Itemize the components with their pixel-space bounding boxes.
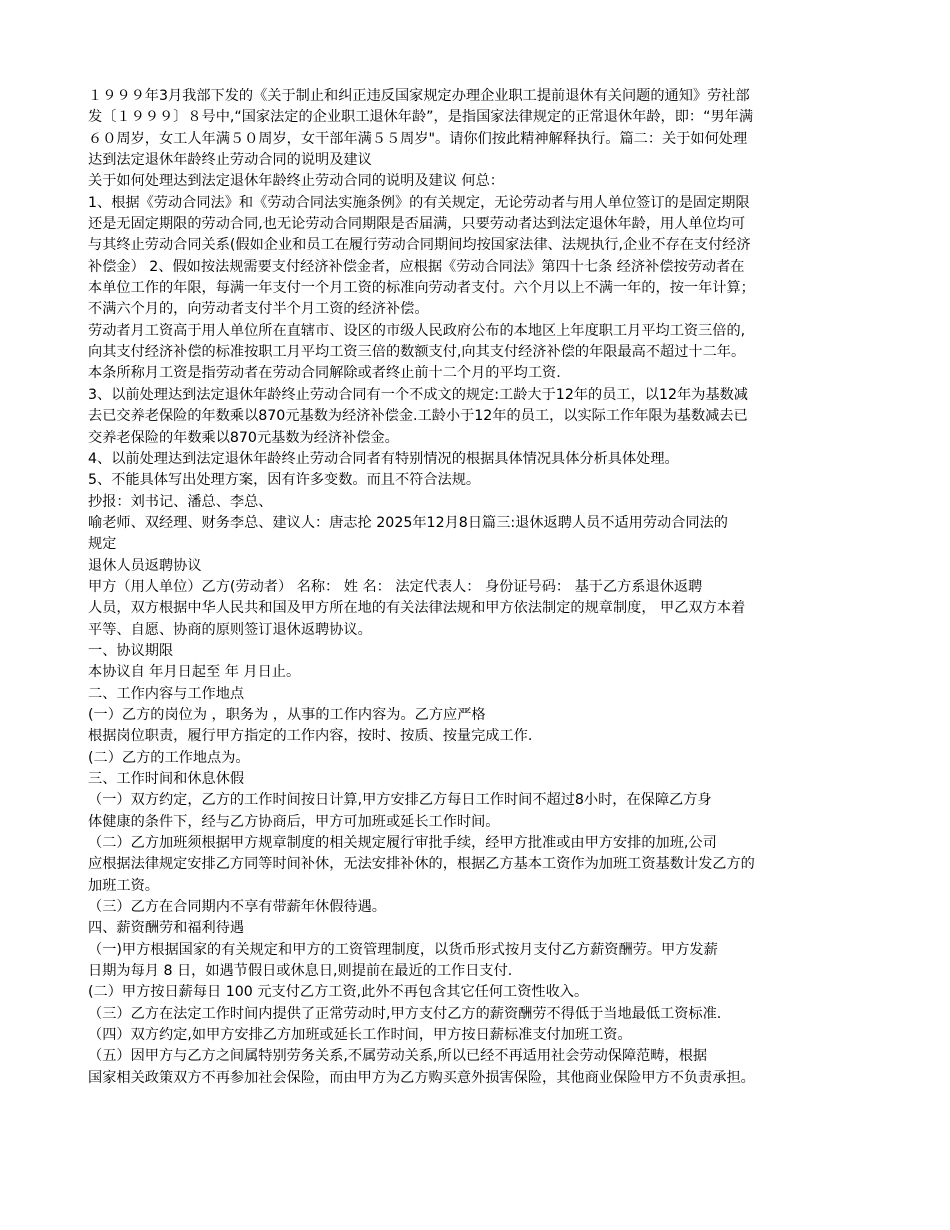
text-line: 国家相关政策双方不再参加社会保险，而由甲方为乙方购买意外损害保险，其他商业保险甲方不负责承担。	[88, 1069, 755, 1086]
text-line: 本单位工作的年限，每满一年支付一个月工资的标准向劳动者支付。六个月以上不满一年的，按一年计算；	[88, 280, 755, 297]
text-line: 与其终止劳动合同关系(假如企业和员工在履行劳动合同期间均按国家法律、法规执行,企业不存在支付经济	[88, 237, 751, 254]
text-line: 本条所称月工资是指劳动者在劳动合同解除或者终止前十二个月的平均工资.	[88, 365, 561, 382]
text-line: 一、协议期限	[88, 642, 174, 659]
text-line: 退休人员返聘协议	[88, 557, 202, 574]
text-line: １９９９年3月我部下发的《关于制止和纠正违反国家规定办理企业职工提前退休有关问题的通知》劳社部	[88, 88, 750, 104]
text-line: （三）乙方在合同期内不享有带薪年休假待遇。	[88, 899, 386, 916]
text-line: 交养老保险的年数乘以870元基数为经济补偿金。	[88, 429, 399, 446]
text-line: 5、不能具体写出处理方案，因有许多变数。而且不符合法规。	[88, 472, 481, 489]
text-line: （三）乙方在法定工作时间内提供了正常劳动时,甲方支付乙方的薪资酬劳不得低于当地最低工资标准.	[88, 1005, 722, 1022]
text-line: 体健康的条件下，经与乙方协商后，甲方可加班或延长工作时间。	[88, 813, 500, 830]
text-line: 达到法定退休年龄终止劳动合同的说明及建议	[88, 152, 372, 169]
text-line: 4、以前处理达到法定退休年龄终止劳动合同者有特别情况的根据具体情况具体分析具体处理。	[88, 450, 679, 467]
text-line: 去已交养老保险的年数乘以870元基数为经济补偿金.工龄小于12年的员工，以实际工作年限为基数减去已	[88, 408, 748, 425]
text-line: 根据岗位职责，履行甲方指定的工作内容，按时、按质、按量完成工作.	[88, 728, 533, 745]
text-line: （五）因甲方与乙方之间属特别劳务关系,不属劳动关系,所以已经不再适用社会劳动保障范畴，根据	[88, 1048, 708, 1065]
text-line: 人员，双方根据中华人民共和国及甲方所在地的有关法律法规和甲方依法制定的规章制度， 甲乙双方本着	[88, 600, 746, 617]
text-line: （一）双方约定，乙方的工作时间按日计算,甲方安排乙方每日工作时间不超过8小时，在保障乙方身	[88, 792, 712, 809]
text-line: 还是无固定期限的劳动合同,也无论劳动合同期限是否届满，只要劳动者达到法定退休年龄，用人单位均可	[88, 216, 746, 233]
text-line: (二）乙方的工作地点为。	[88, 749, 250, 766]
text-line: 劳动者月工资高于用人单位所在直辖市、设区的市级人民政府公布的本地区上年度职工月平均工资三倍的,	[88, 322, 746, 339]
text-line: 3、以前处理达到法定退休年龄终止劳动合同有一个不成文的规定:工龄大于12年的员工，以12年为基数减	[88, 386, 748, 403]
text-line: 甲方（用人单位）乙方(劳动者） 名称： 姓 名： 法定代表人： 身份证号码： 基于乙方系退休返聘	[88, 578, 703, 595]
text-line: 规定	[88, 536, 117, 553]
text-line: 日期为每月 8 日，如遇节假日或休息日,则提前在最近的工作日支付.	[88, 963, 513, 980]
text-line: 关于如何处理达到法定退休年龄终止劳动合同的说明及建议 何总：	[88, 173, 504, 190]
text-line: （四）双方约定,如甲方安排乙方加班或延长工作时间，甲方按日薪标准支付加班工资。	[88, 1027, 632, 1044]
text-line: 抄报：刘书记、潘总、李总、	[88, 493, 273, 510]
text-line: 四、薪资酬劳和福利待遇	[88, 920, 245, 937]
text-line: (一）乙方的岗位为 ，职务为 ，从事的工作内容为。乙方应严格	[88, 706, 486, 723]
text-line: 向其支付经济补偿的标准按职工月平均工资三倍的数额支付,向其支付经济补偿的年限最高不超过十二年。	[88, 344, 746, 361]
text-line: (二）甲方按日薪每日 100 元支付乙方工资,此外不再包含其它任何工资性收入。	[88, 984, 589, 1001]
text-line: 发〔１９９９〕８号中,“国家法定的企业职工退休年龄”，是指国家法律规定的正常退休年龄，即：“男年满	[88, 109, 754, 126]
text-line: 1、根据《劳动合同法》和《劳动合同法实施条例》的有关规定，无论劳动者与用人单位签订的是固定期限	[88, 194, 750, 211]
text-line: ６０周岁，女工人年满５０周岁，女干部年满５５周岁"。请你们按此精神解释执行。篇二：关于如何处理	[88, 130, 748, 147]
document-body	[88, 86, 862, 1089]
text-line: 平等、自愿、协商的原则签订退休返聘协议。	[88, 621, 372, 638]
text-line: 三、工作时间和休息休假	[88, 771, 245, 787]
text-line: 二、工作内容与工作地点	[88, 685, 245, 702]
text-line: 加班工资。	[88, 877, 159, 894]
text-line: 应根据法律规定安排乙方同等时间补休，无法安排补休的，根据乙方基本工资作为加班工资基数计发乙方的	[88, 856, 755, 873]
text-line: （二）乙方加班须根据甲方规章制度的相关规定履行审批手续，经甲方批准或由甲方安排的加班,公司	[88, 835, 717, 852]
text-line: 不满六个月的，向劳动者支付半个月工资的经济补偿。	[88, 301, 429, 318]
text-line: （一)甲方根据国家的有关规定和甲方的工资管理制度，以货币形式按月支付乙方薪资酬劳。甲方发薪	[88, 941, 718, 958]
text-line: 补偿金） 2、假如按法规需要支付经济补偿金者，应根据《劳动合同法》第四十七条 经济补偿按劳动者在	[88, 258, 745, 275]
text-line: 本协议自 年月日起至 年 月日止。	[88, 664, 301, 681]
text-line: 喻老师、双经理、财务李总、建议人：唐志抡 2025年12月8日篇三:退休返聘人员不适用劳动合同法的	[88, 514, 728, 531]
